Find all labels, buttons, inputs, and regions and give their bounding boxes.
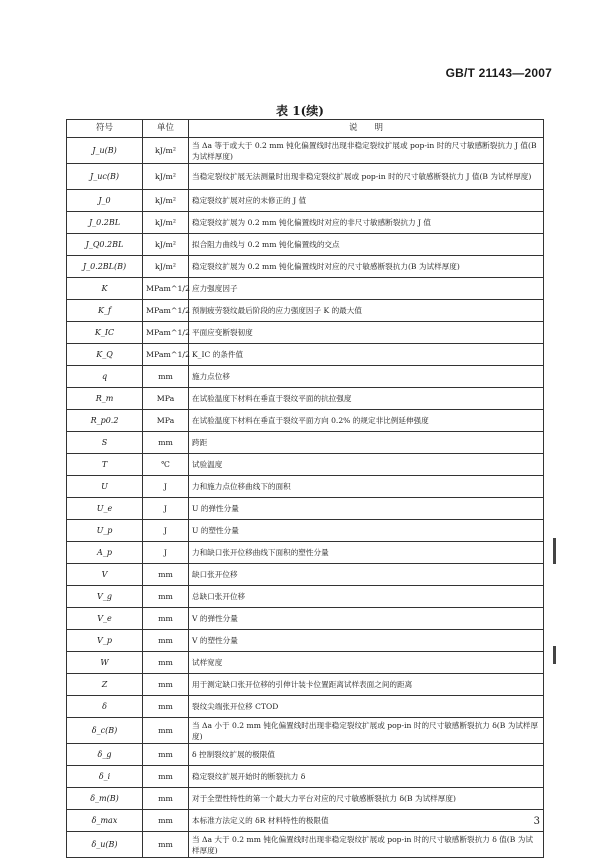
description-cell: 当稳定裂纹扩展无法测量时出现非稳定裂纹扩展或 pop-in 时的尺寸敏感断裂抗力 J 值(B 为试样厚度): [189, 164, 544, 190]
table-row: [67, 788, 544, 810]
table-row: [67, 586, 544, 608]
table-row: [67, 410, 544, 432]
symbol-cell: δ_u(B): [67, 832, 143, 858]
unit-cell: mm: [143, 366, 189, 388]
symbol-cell: A_p: [67, 542, 143, 564]
table-row: [67, 630, 544, 652]
unit-cell: mm: [143, 744, 189, 766]
symbol-cell: J_uc(B): [67, 164, 143, 190]
description-cell: 施力点位移: [189, 366, 544, 388]
symbol-cell: J_Q0.2BL: [67, 234, 143, 256]
description-cell: 本标准方法定义的 δR 材料特性的极限值: [189, 810, 544, 832]
table-header-row: [67, 120, 544, 138]
table-row: [67, 476, 544, 498]
symbol-cell: δ_c(B): [67, 718, 143, 744]
description-cell: 当 Δa 大于 0.2 mm 钝化偏置线时出现非稳定裂纹扩展或 pop-in 时的尺寸敏感断裂抗力 δ 值(B 为试样厚度): [189, 832, 544, 858]
scan-edge-mark: [553, 646, 556, 664]
description-cell: 试样宽度: [189, 652, 544, 674]
table-row: [67, 322, 544, 344]
table-row: [67, 652, 544, 674]
column-header-unit: 单位: [143, 120, 189, 138]
symbol-cell: J_0: [67, 190, 143, 212]
description-cell: 当 Δa 小于 0.2 mm 钝化偏置线时出现非稳定裂纹扩展或 pop-in 时的尺寸敏感断裂抗力 δ(B 为试样厚度): [189, 718, 544, 744]
description-cell: K_IC 的条件值: [189, 344, 544, 366]
table-row: [67, 718, 544, 744]
table-row: [67, 696, 544, 718]
symbol-cell: δ_i: [67, 766, 143, 788]
table-row: [67, 564, 544, 586]
unit-cell: J: [143, 476, 189, 498]
table-row: [67, 674, 544, 696]
description-cell: 预制疲劳裂纹最后阶段的应力强度因子 K 的最大值: [189, 300, 544, 322]
symbol-cell: U_e: [67, 498, 143, 520]
symbol-cell: S: [67, 432, 143, 454]
column-header-description: 说 明: [189, 120, 544, 138]
symbol-cell: K_IC: [67, 322, 143, 344]
unit-cell: J: [143, 542, 189, 564]
table-row: [67, 278, 544, 300]
symbol-cell: q: [67, 366, 143, 388]
table-row: [67, 190, 544, 212]
unit-cell: J: [143, 520, 189, 542]
table-row: [67, 234, 544, 256]
unit-cell: mm: [143, 652, 189, 674]
description-cell: 裂纹尖端张开位移 CTOD: [189, 696, 544, 718]
unit-cell: J: [143, 498, 189, 520]
symbol-cell: V_g: [67, 586, 143, 608]
symbols-table: [66, 119, 544, 858]
symbol-cell: T: [67, 454, 143, 476]
table-row: [67, 344, 544, 366]
column-header-symbol: 符号: [67, 120, 143, 138]
description-cell: 力和施力点位移曲线下的面积: [189, 476, 544, 498]
table-row: [67, 810, 544, 832]
page-number: 3: [533, 816, 540, 827]
symbol-cell: K_Q: [67, 344, 143, 366]
symbol-cell: U_p: [67, 520, 143, 542]
scan-edge-mark: [553, 538, 556, 564]
unit-cell: MPam^1/2: [143, 322, 189, 344]
unit-cell: mm: [143, 564, 189, 586]
table-row: [67, 498, 544, 520]
description-cell: 稳定裂纹扩展为 0.2 mm 钝化偏置线时对应的非尺寸敏感断裂抗力 J 值: [189, 212, 544, 234]
unit-cell: mm: [143, 674, 189, 696]
description-cell: V 的弹性分量: [189, 608, 544, 630]
table-row: [67, 520, 544, 542]
description-cell: 总缺口张开位移: [189, 586, 544, 608]
unit-cell: mm: [143, 810, 189, 832]
table-row: [67, 138, 544, 164]
description-cell: 跨距: [189, 432, 544, 454]
description-cell: 平面应变断裂韧度: [189, 322, 544, 344]
description-cell: 对于全塑性特性的第一个最大力平台对应的尺寸敏感断裂抗力 δ(B 为试样厚度): [189, 788, 544, 810]
symbol-cell: δ_m(B): [67, 788, 143, 810]
symbol-cell: V_p: [67, 630, 143, 652]
symbol-cell: J_u(B): [67, 138, 143, 164]
unit-cell: mm: [143, 586, 189, 608]
unit-cell: mm: [143, 718, 189, 744]
symbol-cell: δ_g: [67, 744, 143, 766]
description-cell: 在试验温度下材料在垂直于裂纹平面的抗拉强度: [189, 388, 544, 410]
unit-cell: kJ/m²: [143, 234, 189, 256]
symbol-cell: R_p0.2: [67, 410, 143, 432]
symbol-cell: Z: [67, 674, 143, 696]
table-title: 表 1(续): [276, 104, 324, 118]
symbol-cell: J_0.2BL: [67, 212, 143, 234]
unit-cell: MPa: [143, 388, 189, 410]
table-row: [67, 388, 544, 410]
unit-cell: mm: [143, 766, 189, 788]
table-row: [67, 766, 544, 788]
description-cell: 稳定裂纹扩展开始时的断裂抗力 δ: [189, 766, 544, 788]
description-cell: 当 Δa 等于或大于 0.2 mm 钝化偏置线时出现非稳定裂纹扩展或 pop-in 时的尺寸敏感断裂抗力 J 值(B 为试样厚度): [189, 138, 544, 164]
table-row: [67, 542, 544, 564]
description-cell: 缺口张开位移: [189, 564, 544, 586]
table-row: [67, 454, 544, 476]
standard-code: GB/T 21143—2007: [445, 66, 552, 80]
description-cell: 应力强度因子: [189, 278, 544, 300]
table-row: [67, 164, 544, 190]
unit-cell: kJ/m²: [143, 190, 189, 212]
unit-cell: mm: [143, 696, 189, 718]
description-cell: 稳定裂纹扩展对应的未修正的 J 值: [189, 190, 544, 212]
table-row: [67, 256, 544, 278]
unit-cell: kJ/m²: [143, 212, 189, 234]
description-cell: 稳定裂纹扩展为 0.2 mm 钝化偏置线时对应的尺寸敏感断裂抗力(B 为试样厚度): [189, 256, 544, 278]
unit-cell: mm: [143, 432, 189, 454]
unit-cell: mm: [143, 630, 189, 652]
symbol-cell: V_e: [67, 608, 143, 630]
unit-cell: kJ/m²: [143, 138, 189, 164]
unit-cell: MPa: [143, 410, 189, 432]
description-cell: 试验温度: [189, 454, 544, 476]
symbol-cell: δ_max: [67, 810, 143, 832]
unit-cell: mm: [143, 832, 189, 858]
table-row: [67, 744, 544, 766]
table-row: [67, 832, 544, 858]
unit-cell: MPam^1/2: [143, 278, 189, 300]
table-row: [67, 608, 544, 630]
unit-cell: MPam^1/2: [143, 300, 189, 322]
table-row: [67, 432, 544, 454]
symbol-cell: K: [67, 278, 143, 300]
symbol-cell: K_f: [67, 300, 143, 322]
table-row: [67, 300, 544, 322]
description-cell: 力和缺口张开位移曲线下面积的塑性分量: [189, 542, 544, 564]
unit-cell: MPam^1/2: [143, 344, 189, 366]
description-cell: 拟合阻力曲线与 0.2 mm 钝化偏置线的交点: [189, 234, 544, 256]
description-cell: 在试验温度下材料在垂直于裂纹平面方向 0.2% 的规定非比例延伸强度: [189, 410, 544, 432]
unit-cell: mm: [143, 788, 189, 810]
symbol-cell: W: [67, 652, 143, 674]
table-body: [67, 138, 544, 858]
description-cell: U 的弹性分量: [189, 498, 544, 520]
description-cell: V 的塑性分量: [189, 630, 544, 652]
symbol-cell: J_0.2BL(B): [67, 256, 143, 278]
unit-cell: ℃: [143, 454, 189, 476]
description-cell: 用于测定缺口张开位移的引伸计装卡位置距离试样表面之间的距离: [189, 674, 544, 696]
symbol-cell: U: [67, 476, 143, 498]
symbol-cell: V: [67, 564, 143, 586]
symbol-cell: δ: [67, 696, 143, 718]
description-cell: δ 控制裂纹扩展的极限值: [189, 744, 544, 766]
unit-cell: kJ/m²: [143, 164, 189, 190]
symbol-cell: R_m: [67, 388, 143, 410]
table-row: [67, 366, 544, 388]
unit-cell: mm: [143, 608, 189, 630]
table-row: [67, 212, 544, 234]
unit-cell: kJ/m²: [143, 256, 189, 278]
description-cell: U 的塑性分量: [189, 520, 544, 542]
